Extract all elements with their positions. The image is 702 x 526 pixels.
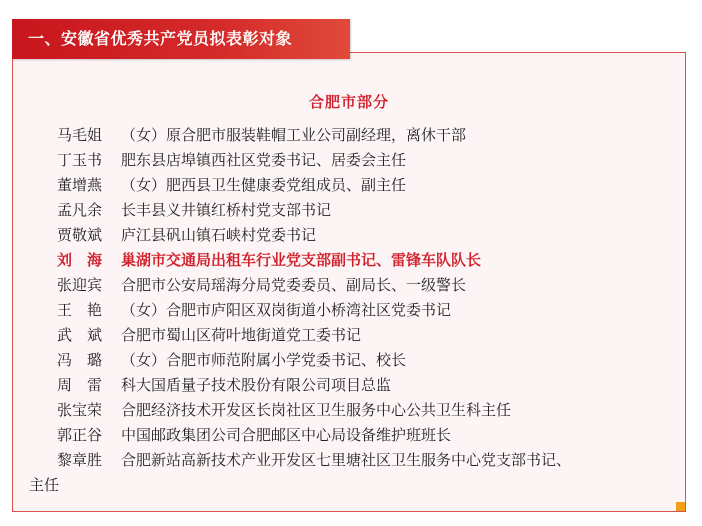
entry-desc: 合肥市蜀山区荷叶地街道党工委书记 [121, 326, 362, 344]
entry-name: 马毛姐 [57, 126, 103, 144]
entry-desc: 庐江县矾山镇石峡村党委书记 [121, 226, 317, 244]
entry-desc: （女）肥西县卫生健康委党组成员、副主任 [121, 176, 407, 194]
list-item [29, 148, 673, 173]
list-item [29, 198, 673, 223]
entry-desc: （女）合肥市庐阳区双岗街道小桥湾社区党委书记 [121, 301, 452, 319]
entry-name: 冯 璐 [57, 351, 103, 369]
list-item [29, 398, 673, 423]
list-item [29, 348, 673, 373]
content-frame [12, 52, 686, 512]
entry-name: 黎章胜 [57, 451, 103, 469]
entry-name: 刘 海 [57, 251, 103, 269]
entry-desc: 巢湖市交通局出租车行业党支部副书记、雷锋车队队长 [121, 251, 482, 269]
entry-desc: 肥东县店埠镇西社区党委书记、居委会主任 [121, 151, 407, 169]
entry-name: 周 雷 [57, 376, 103, 394]
entry-name: 孟凡余 [57, 201, 103, 219]
section-title: 合肥市部分 [308, 93, 389, 111]
list-item [29, 373, 673, 398]
list-item [29, 273, 673, 298]
header-title: 一、安徽省优秀共产党员拟表彰对象 [28, 29, 293, 48]
entry-name: 贾敬斌 [57, 226, 103, 244]
list-item [29, 448, 673, 473]
entry-name: 武 斌 [57, 326, 103, 344]
section-header-tab [12, 19, 350, 59]
list-item-continuation: 主任 [29, 476, 60, 494]
entry-list [29, 123, 673, 498]
highlighted-list-item [29, 248, 673, 273]
entry-name: 董增燕 [57, 176, 103, 194]
list-item [29, 298, 673, 323]
entry-desc: 长丰县义井镇红桥村党支部书记 [121, 201, 332, 219]
entry-desc: （女）原合肥市服装鞋帽工业公司副经理，离休干部 [121, 126, 467, 144]
entry-desc: 科大国盾量子技术股份有限公司项目总监 [121, 376, 392, 394]
entry-name: 张宝荣 [57, 401, 103, 419]
entry-desc: （女）合肥市师范附属小学党委书记、校长 [121, 351, 407, 369]
entry-name: 郭正谷 [57, 426, 103, 444]
list-item [29, 223, 673, 248]
entry-desc: 合肥经济技术开发区长岗社区卫生服务中心公共卫生科主任 [121, 401, 512, 419]
entry-desc: 中国邮政集团公司合肥邮区中心局设备维护班班长 [121, 426, 452, 444]
entry-desc: 合肥市公安局瑶海分局党委委员、副局长、一级警长 [121, 276, 467, 294]
entry-name: 王 艳 [57, 301, 103, 319]
list-item [29, 423, 673, 448]
entry-desc: 合肥新站高新技术产业开发区七里塘社区卫生服务中心党支部书记、 [121, 451, 572, 469]
entry-name: 丁玉书 [57, 151, 103, 169]
corner-decoration [676, 502, 685, 511]
list-item [29, 123, 673, 148]
entry-name: 张迎宾 [57, 276, 103, 294]
list-item [29, 173, 673, 198]
list-item [29, 323, 673, 348]
